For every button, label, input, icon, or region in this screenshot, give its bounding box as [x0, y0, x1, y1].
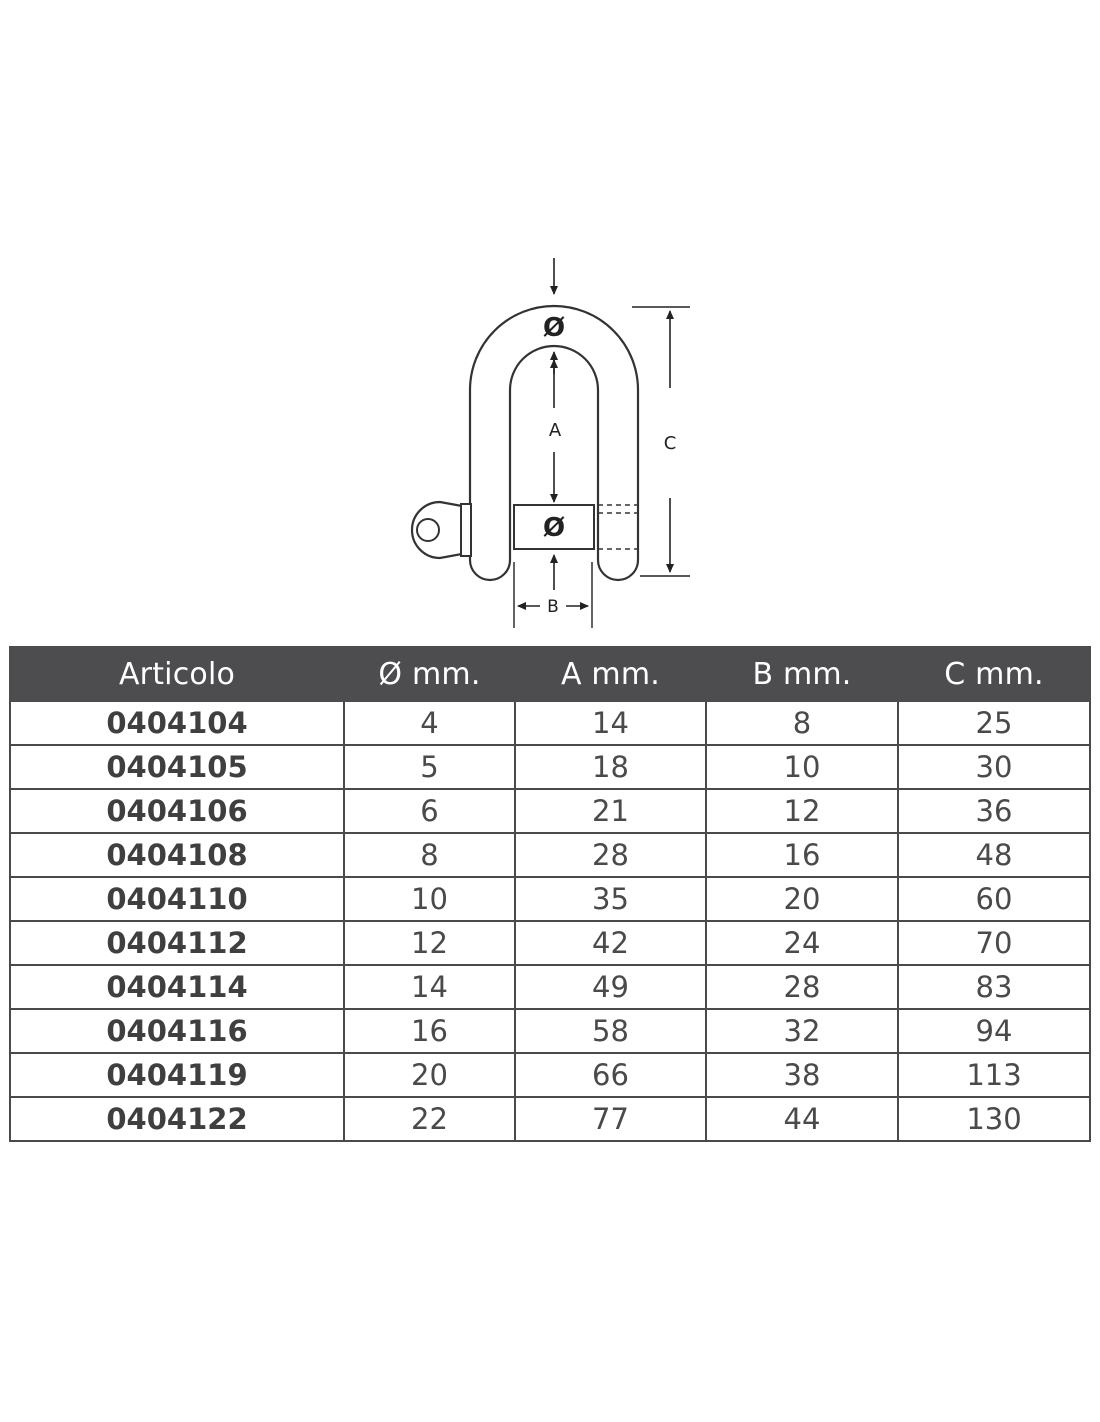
cell-c: 130 [898, 1097, 1090, 1141]
cell-articolo: 0404108 [10, 833, 344, 877]
cell-articolo: 0404122 [10, 1097, 344, 1141]
cell-diameter: 12 [344, 921, 515, 965]
header-a: A mm. [515, 647, 706, 701]
cell-c: 70 [898, 921, 1090, 965]
cell-a: 28 [515, 833, 706, 877]
cell-b: 44 [706, 1097, 898, 1141]
cell-b: 16 [706, 833, 898, 877]
cell-diameter: 6 [344, 789, 515, 833]
table-row [10, 1009, 1090, 1053]
cell-articolo: 0404110 [10, 877, 344, 921]
header-c: C mm. [898, 647, 1090, 701]
cell-b: 20 [706, 877, 898, 921]
table-header [10, 647, 1090, 701]
cell-c: 48 [898, 833, 1090, 877]
cell-b: 32 [706, 1009, 898, 1053]
table-row [10, 877, 1090, 921]
cell-articolo: 0404106 [10, 789, 344, 833]
cell-b: 10 [706, 745, 898, 789]
c-dimension-label: C [663, 433, 677, 454]
cell-articolo: 0404114 [10, 965, 344, 1009]
cell-a: 21 [515, 789, 706, 833]
cell-a: 14 [515, 701, 706, 745]
cell-c: 94 [898, 1009, 1090, 1053]
cell-a: 35 [515, 877, 706, 921]
cell-articolo: 0404116 [10, 1009, 344, 1053]
shackle-diagram [0, 0, 1100, 640]
cell-articolo: 0404105 [10, 745, 344, 789]
cell-a: 66 [515, 1053, 706, 1097]
header-b: B mm. [706, 647, 898, 701]
a-dimension-label: A [548, 420, 562, 441]
cell-diameter: 10 [344, 877, 515, 921]
cell-c: 25 [898, 701, 1090, 745]
table-row [10, 789, 1090, 833]
cell-diameter: 16 [344, 1009, 515, 1053]
table-row [10, 745, 1090, 789]
specification-table [9, 646, 1091, 1142]
header-row [10, 647, 1090, 701]
cell-c: 113 [898, 1053, 1090, 1097]
cell-a: 42 [515, 921, 706, 965]
cell-diameter: 22 [344, 1097, 515, 1141]
cell-articolo: 0404104 [10, 701, 344, 745]
cell-a: 77 [515, 1097, 706, 1141]
cell-b: 8 [706, 701, 898, 745]
cell-diameter: 8 [344, 833, 515, 877]
cell-diameter: 20 [344, 1053, 515, 1097]
cell-b: 24 [706, 921, 898, 965]
cell-c: 83 [898, 965, 1090, 1009]
table-row [10, 1053, 1090, 1097]
table-row [10, 833, 1090, 877]
cell-a: 58 [515, 1009, 706, 1053]
header-diameter: Ø mm. [344, 647, 515, 701]
table-row [10, 1097, 1090, 1141]
cell-diameter: 14 [344, 965, 515, 1009]
cell-diameter: 5 [344, 745, 515, 789]
table-row [10, 701, 1090, 745]
cell-b: 28 [706, 965, 898, 1009]
pin-eye-hole [417, 519, 439, 541]
cell-c: 36 [898, 789, 1090, 833]
diameter-top-label: Ø [542, 313, 566, 343]
cell-articolo: 0404119 [10, 1053, 344, 1097]
pin-collar [461, 504, 471, 556]
b-dimension-label: B [547, 597, 559, 617]
table-row [10, 965, 1090, 1009]
header-articolo: Articolo [10, 647, 344, 701]
cell-c: 60 [898, 877, 1090, 921]
cell-diameter: 4 [344, 701, 515, 745]
cell-a: 18 [515, 745, 706, 789]
table-row [10, 921, 1090, 965]
cell-a: 49 [515, 965, 706, 1009]
cell-c: 30 [898, 745, 1090, 789]
diameter-pin-label: Ø [542, 513, 566, 543]
table-body [10, 701, 1090, 1141]
cell-b: 12 [706, 789, 898, 833]
cell-b: 38 [706, 1053, 898, 1097]
cell-articolo: 0404112 [10, 921, 344, 965]
